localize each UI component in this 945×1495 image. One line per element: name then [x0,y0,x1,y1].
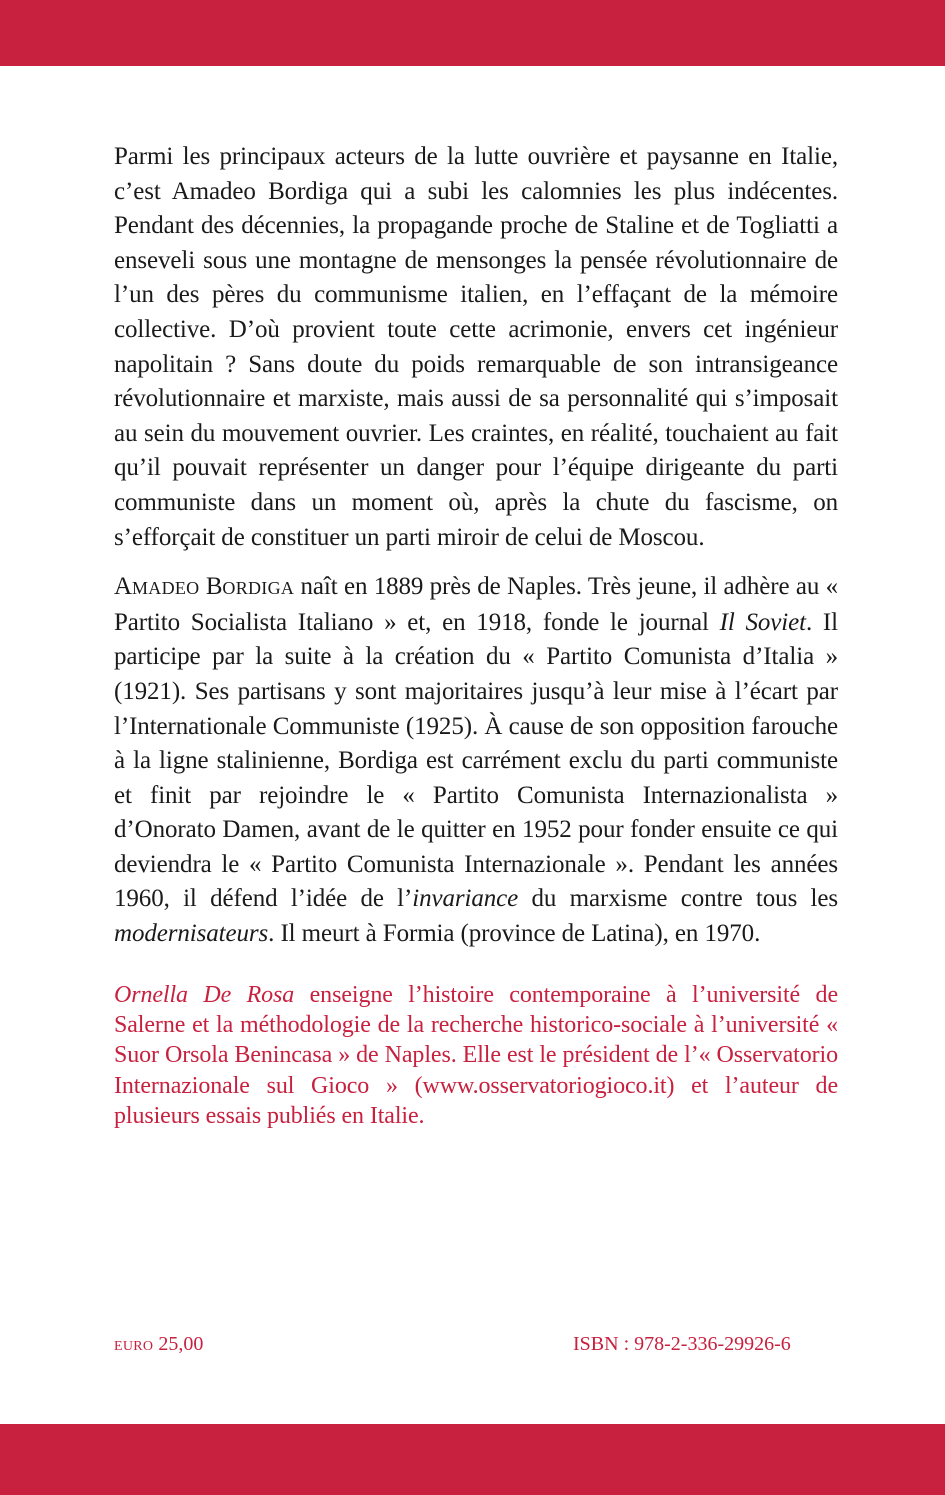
bottom-color-band [0,1424,945,1495]
price-amount: 25,00 [153,1333,204,1355]
isbn: ISBN : 978-2-336-29926-6 [573,1333,791,1355]
author-name: Ornella De Rosa [114,981,295,1008]
back-cover-text [114,140,838,1132]
price [114,1333,203,1356]
bio-invariance-term: invariance [412,885,519,913]
top-color-band [0,0,945,66]
bio-journal-title: Il Soviet [719,608,806,636]
author-bio-text: enseigne l’histoire contemporaine à l’université de Salerne et la méthodologie de la recherche historico-sociale à l’université « Suor Orsola Benincasa » de Naples. Elle est le président de l’« Osservatorio Internazionale sul Gioco » (www.osservatoriogioco.it) et l’auteur de plusieurs essais publiés en Italie. [114,981,838,1130]
bio-name-last-initial: B [205,573,223,601]
bio-text-part-3: du marxisme contre tous les [518,885,838,913]
bio-paragraph [114,570,838,952]
price-currency: EURO [114,1339,154,1354]
bio-text-part-1: naît en 1889 près de Naples. Très jeune, il adhère au « Partito Socialista Italiano » et, en 1918, fonde le journal [114,573,838,636]
bio-text-part-2: . Il participe par la suite à la création du « Partito Comunista d’Italia » (1921). Ses partisans y sont majoritaires jusqu’à leur mise à l’écart par l’Internationale Communiste (1925). À cause de son opposition farouche à la ligne stalinienne, Bordiga est carrément exclu du parti communiste et finit par rejoindre le « Partito Comunista Internazionalista » d’Onorato Damen, avant de le quitter en 1952 pour fonder ensuite ce qui deviendra le « Partito Comunista Internazionale ». Pendant les années 1960, il défend l’idée de l’ [114,608,838,913]
bio-text-part-4: . Il meurt à Formia (province de Latina), en 1970. [268,920,761,948]
bio-name-first-rest: MADEO [131,578,200,599]
intro-paragraph: Parmi les principaux acteurs de la lutte ouvrière et paysanne en Italie, c’est Amadeo Bordiga qui a subi les calomnies les plus indécentes. Pendant des décennies, la propagande proche de Staline et de Togliatti a enseveli sous une montagne de mensonges la pensée révolutionnaire de l’un des pères du communisme italien, en l’effaçant de la mémoire collective. D’où provient toute cette acrimonie, envers cet ingénieur napolitain ? Sans doute du poids remarquable de son intransigeance révolutionnaire et marxiste, mais aussi de sa personnalité qui s’imposait au sein du mouvement ouvrier. Les craintes, en réalité, touchaient au fait qu’il pouvait représenter un danger pour l’équipe dirigeante du parti communiste dans un moment où, après la chute du fascisme, on s’efforçait de constituer un parti miroir de celui de Moscou. [114,143,838,551]
author-paragraph [114,980,838,1132]
bio-modernisateurs-term: modernisateurs [114,920,269,948]
bio-name-first-initial: A [114,573,132,601]
bio-name-last-rest: ORDIGA [222,578,295,599]
